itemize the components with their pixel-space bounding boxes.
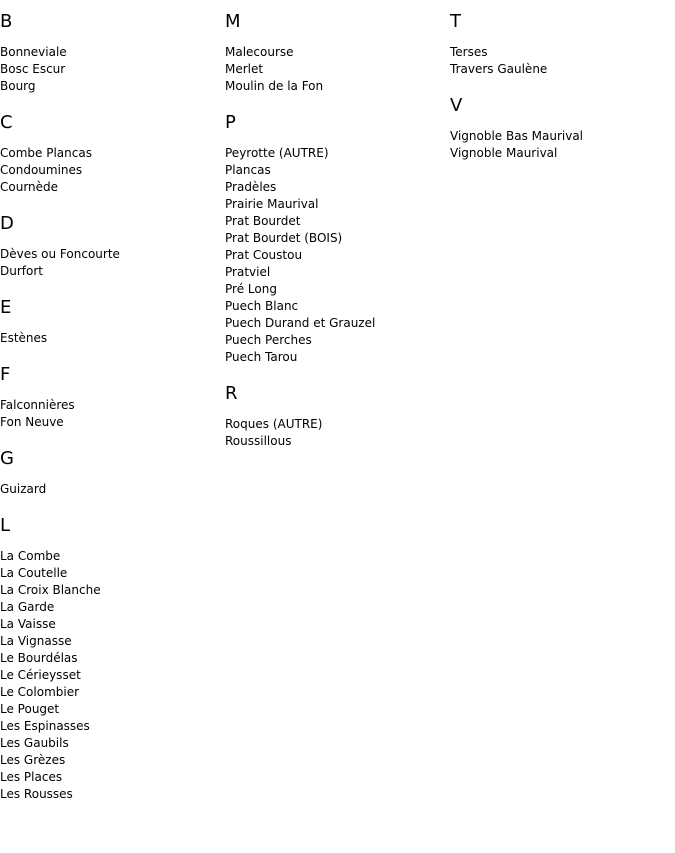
place-link[interactable]: Pré Long — [225, 282, 277, 296]
place-link[interactable]: Combe Plancas — [0, 146, 92, 160]
place-link[interactable]: La Combe — [0, 549, 61, 563]
place-list — [450, 128, 670, 162]
place-list — [0, 145, 220, 196]
place-link[interactable]: Prat Bourdet — [225, 214, 301, 228]
place-link[interactable]: Merlet — [225, 62, 264, 76]
letter-group-p — [225, 111, 445, 366]
place-list — [0, 397, 220, 431]
place-list — [0, 481, 220, 498]
place-link[interactable]: Le Cérieysset — [0, 668, 81, 682]
place-link[interactable]: Prat Coustou — [225, 248, 303, 262]
place-link[interactable]: Puech Tarou — [225, 350, 298, 364]
place-link[interactable]: La Coutelle — [0, 566, 68, 580]
place-link[interactable]: Roussillous — [225, 434, 292, 448]
place-link[interactable]: Puech Durand et Grauzel — [225, 316, 376, 330]
place-list — [225, 44, 445, 95]
letter-heading: D — [0, 213, 14, 234]
letter-group-e — [0, 296, 220, 347]
place-link[interactable]: Condoumines — [0, 163, 83, 177]
place-list — [225, 416, 445, 450]
place-link[interactable]: Estènes — [0, 331, 48, 345]
place-link[interactable]: Terses — [450, 45, 488, 59]
letter-heading: B — [0, 11, 13, 32]
letter-heading: P — [225, 112, 236, 133]
place-list — [0, 44, 220, 95]
place-link[interactable]: Bonneviale — [0, 45, 67, 59]
place-link[interactable]: Les Rousses — [0, 787, 73, 801]
place-list — [0, 548, 220, 803]
place-link[interactable]: Pradèles — [225, 180, 277, 194]
letter-group-f — [0, 363, 220, 431]
place-link[interactable]: Cournède — [0, 180, 59, 194]
letter-heading: F — [0, 364, 11, 385]
place-link[interactable]: Les Gaubils — [0, 736, 69, 750]
letter-heading: C — [0, 112, 13, 133]
place-link[interactable]: Le Pouget — [0, 702, 60, 716]
letter-heading: G — [0, 448, 14, 469]
place-link[interactable]: La Croix Blanche — [0, 583, 101, 597]
place-link[interactable]: Dèves ou Foncourte — [0, 247, 120, 261]
place-list — [225, 145, 445, 366]
place-link[interactable]: Guizard — [0, 482, 47, 496]
place-link[interactable]: Le Bourdélas — [0, 651, 78, 665]
place-link[interactable]: Pratviel — [225, 265, 271, 279]
letter-heading: T — [450, 11, 461, 32]
letter-group-m — [225, 10, 445, 95]
place-link[interactable]: Le Colombier — [0, 685, 80, 699]
place-link[interactable]: La Vaisse — [0, 617, 56, 631]
place-link[interactable]: Bosc Escur — [0, 62, 66, 76]
place-link[interactable]: Puech Perches — [225, 333, 312, 347]
letter-group-l — [0, 514, 220, 803]
place-link[interactable]: Vignoble Maurival — [450, 146, 558, 160]
place-link[interactable]: Les Espinasses — [0, 719, 90, 733]
place-list — [450, 44, 670, 78]
letter-group-c — [0, 111, 220, 196]
letter-group-r — [225, 382, 445, 450]
letter-heading: V — [450, 95, 463, 116]
place-link[interactable]: Fon Neuve — [0, 415, 64, 429]
place-link[interactable]: La Vignasse — [0, 634, 72, 648]
place-link[interactable]: Les Grèzes — [0, 753, 66, 767]
index-column-2 — [225, 10, 445, 466]
place-link[interactable]: Puech Blanc — [225, 299, 299, 313]
place-link[interactable]: Travers Gaulène — [450, 62, 548, 76]
place-link[interactable]: Falconnières — [0, 398, 75, 412]
place-link[interactable]: Prat Bourdet (BOIS) — [225, 231, 343, 245]
letter-group-g — [0, 447, 220, 498]
place-list — [0, 330, 220, 347]
place-link[interactable]: Roques (AUTRE) — [225, 417, 323, 431]
place-link[interactable]: Plancas — [225, 163, 271, 177]
letter-heading: M — [225, 11, 241, 32]
letter-group-t — [450, 10, 670, 78]
letter-heading: E — [0, 297, 12, 318]
place-link[interactable]: Prairie Maurival — [225, 197, 319, 211]
place-link[interactable]: Peyrotte (AUTRE) — [225, 146, 329, 160]
letter-heading: L — [0, 515, 11, 536]
letter-heading: R — [225, 383, 238, 404]
place-link[interactable]: Les Places — [0, 770, 63, 784]
index-column-3 — [450, 10, 670, 178]
place-link[interactable]: Malecourse — [225, 45, 294, 59]
place-list — [0, 246, 220, 280]
place-link[interactable]: La Garde — [0, 600, 55, 614]
place-link[interactable]: Moulin de la Fon — [225, 79, 324, 93]
place-link[interactable]: Durfort — [0, 264, 43, 278]
place-link[interactable]: Bourg — [0, 79, 36, 93]
index-column-1 — [0, 10, 220, 819]
place-link[interactable]: Vignoble Bas Maurival — [450, 129, 584, 143]
letter-group-v — [450, 94, 670, 162]
letter-group-b — [0, 10, 220, 95]
letter-group-d — [0, 212, 220, 280]
